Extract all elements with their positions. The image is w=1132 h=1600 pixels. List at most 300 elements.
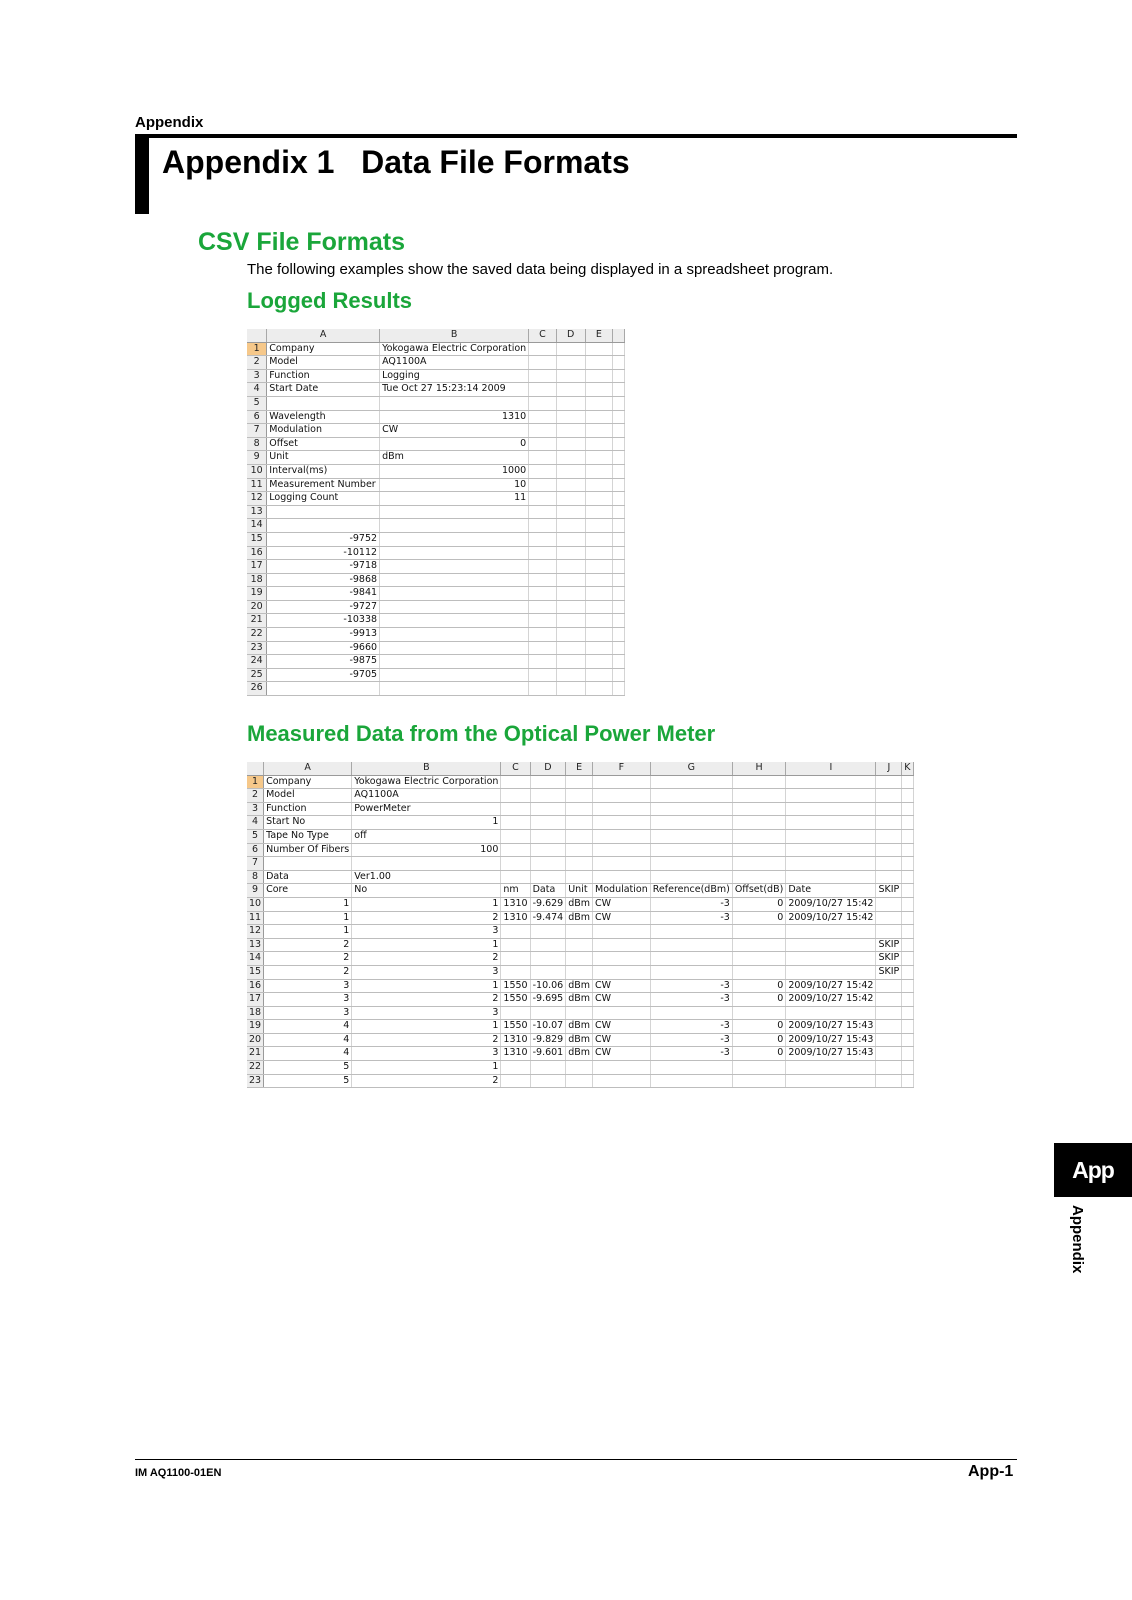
table-cell: 2009/10/27 15:43 (786, 1033, 876, 1047)
table-cell (876, 1074, 902, 1088)
table-cell: 3 (352, 965, 501, 979)
table-cell (902, 829, 913, 843)
table-cell (556, 532, 585, 546)
table-cell: 3 (264, 1006, 352, 1020)
table-cell (613, 464, 625, 478)
table-cell (593, 843, 651, 857)
table-cell (786, 965, 876, 979)
table-cell (732, 857, 786, 871)
table-cell (529, 383, 556, 397)
table-cell (380, 587, 529, 601)
table-cell (556, 356, 585, 370)
table-cell: dBm (566, 897, 593, 911)
table-cell (566, 789, 593, 803)
table-cell: 2009/10/27 15:42 (786, 993, 876, 1007)
table-cell (593, 816, 651, 830)
table-cell (786, 843, 876, 857)
table-cell: dBm (566, 911, 593, 925)
table-cell (566, 1061, 593, 1075)
table-cell: 1310 (501, 897, 530, 911)
table-cell (380, 668, 529, 682)
table-cell: 0 (732, 911, 786, 925)
column-header: B (380, 329, 529, 342)
table-cell: -9660 (267, 641, 380, 655)
table-cell (529, 682, 556, 696)
table-cell (902, 1047, 913, 1061)
table-cell: PowerMeter (352, 802, 501, 816)
table-cell (650, 816, 732, 830)
table-row (247, 492, 625, 506)
table-cell (501, 857, 530, 871)
table-row (247, 614, 625, 628)
table-cell (613, 560, 625, 574)
table-cell (585, 519, 612, 533)
table-row (247, 884, 913, 898)
table-cell (529, 573, 556, 587)
table-cell: Tape No Type (264, 829, 352, 843)
table-row (247, 965, 913, 979)
table-cell (501, 775, 530, 789)
column-header: I (786, 762, 876, 775)
document-id: IM AQ1100-01EN (135, 1467, 222, 1479)
table-cell (530, 843, 566, 857)
table-cell (593, 938, 651, 952)
table-cell (380, 600, 529, 614)
header-rule (135, 134, 1017, 138)
table-cell: Date (786, 884, 876, 898)
row-number: 11 (247, 478, 267, 492)
table-row (247, 1006, 913, 1020)
table-cell: -9.601 (530, 1047, 566, 1061)
table-cell (902, 938, 913, 952)
column-header: E (585, 329, 612, 342)
column-header: A (264, 762, 352, 775)
table-cell: 2009/10/27 15:42 (786, 979, 876, 993)
table-cell (732, 816, 786, 830)
table-cell (380, 560, 529, 574)
table-cell: -3 (650, 1033, 732, 1047)
table-row (247, 560, 625, 574)
table-cell (585, 505, 612, 519)
table-cell (732, 925, 786, 939)
table-cell (732, 1006, 786, 1020)
table-row (247, 573, 625, 587)
table-row (247, 802, 913, 816)
table-row (247, 979, 913, 993)
table-row (247, 437, 625, 451)
table-cell: Offset (267, 437, 380, 451)
row-number: 5 (247, 396, 267, 410)
row-number: 11 (247, 911, 264, 925)
table-cell: 1 (352, 1061, 501, 1075)
table-cell (529, 587, 556, 601)
table-cell (650, 870, 732, 884)
table-row (247, 897, 913, 911)
table-cell: CW (593, 1047, 651, 1061)
table-cell (556, 451, 585, 465)
row-number: 3 (247, 802, 264, 816)
table-cell: CW (593, 897, 651, 911)
table-row (247, 641, 625, 655)
table-cell (593, 925, 651, 939)
row-number: 22 (247, 628, 267, 642)
table-cell (556, 573, 585, 587)
table-cell: 5 (264, 1061, 352, 1075)
table-cell (613, 437, 625, 451)
table-cell (902, 843, 913, 857)
column-header: E (566, 762, 593, 775)
table-cell (566, 829, 593, 843)
table-cell (876, 789, 902, 803)
table-cell (556, 369, 585, 383)
row-number: 23 (247, 1074, 264, 1088)
row-number: 1 (247, 342, 267, 356)
table-cell (876, 1047, 902, 1061)
table-cell (876, 911, 902, 925)
table-cell (556, 383, 585, 397)
table-cell (732, 952, 786, 966)
row-number: 21 (247, 614, 267, 628)
table-cell: -9727 (267, 600, 380, 614)
row-number: 3 (247, 369, 267, 383)
table-cell (613, 342, 625, 356)
table-cell (613, 492, 625, 506)
table-cell (613, 614, 625, 628)
table-cell (902, 789, 913, 803)
table-cell (650, 775, 732, 789)
column-header: G (650, 762, 732, 775)
table-cell (556, 614, 585, 628)
table-cell (876, 843, 902, 857)
table-cell (556, 668, 585, 682)
table-row (247, 952, 913, 966)
table-cell (593, 802, 651, 816)
table-cell (902, 897, 913, 911)
table-cell (556, 437, 585, 451)
table-row (247, 1061, 913, 1075)
table-cell (501, 1074, 530, 1088)
table-cell (613, 396, 625, 410)
table-cell (585, 546, 612, 560)
table-cell: 1310 (501, 911, 530, 925)
table-cell (613, 505, 625, 519)
table-row (247, 668, 625, 682)
table-cell (556, 410, 585, 424)
table-cell (380, 519, 529, 533)
table-cell: Logging Count (267, 492, 380, 506)
table-cell (501, 965, 530, 979)
table-cell (585, 369, 612, 383)
table-cell (902, 952, 913, 966)
table-cell (593, 789, 651, 803)
row-number: 26 (247, 682, 267, 696)
table-cell: -9875 (267, 655, 380, 669)
table-row (247, 464, 625, 478)
table-cell (902, 802, 913, 816)
table-cell (876, 979, 902, 993)
table-cell: 4 (264, 1020, 352, 1034)
row-number: 19 (247, 587, 267, 601)
table-cell: 3 (264, 993, 352, 1007)
table-cell: 2 (352, 1074, 501, 1088)
table-cell: 1000 (380, 464, 529, 478)
table-cell (732, 965, 786, 979)
table-cell (530, 802, 566, 816)
table-cell: off (352, 829, 501, 843)
table-cell: 3 (352, 1006, 501, 1020)
table-cell (501, 843, 530, 857)
table-cell (529, 410, 556, 424)
table-cell (876, 1006, 902, 1020)
column-header: D (556, 329, 585, 342)
table-cell: Function (267, 369, 380, 383)
table-cell: 3 (352, 925, 501, 939)
table-cell (902, 1074, 913, 1088)
table-cell (786, 775, 876, 789)
table-cell (650, 952, 732, 966)
table-row (247, 682, 625, 696)
table-cell (530, 1006, 566, 1020)
table-cell (786, 1061, 876, 1075)
table-cell (585, 668, 612, 682)
spreadsheet-logged-results (247, 329, 625, 695)
column-header-row (247, 329, 625, 342)
table-cell (380, 682, 529, 696)
corner-cell (247, 762, 264, 775)
table-cell (530, 816, 566, 830)
row-number: 15 (247, 532, 267, 546)
table-cell (529, 478, 556, 492)
column-header: H (732, 762, 786, 775)
spreadsheet-power-meter (247, 762, 911, 1086)
column-header: F (593, 762, 651, 775)
table-cell (556, 600, 585, 614)
row-number: 8 (247, 437, 267, 451)
table-cell: CW (593, 1033, 651, 1047)
table-cell: -9.474 (530, 911, 566, 925)
table-cell (876, 870, 902, 884)
table-cell (380, 628, 529, 642)
table-cell (786, 870, 876, 884)
table-cell: -9913 (267, 628, 380, 642)
table-cell: Yokogawa Electric Corporation (380, 342, 529, 356)
table-cell (613, 519, 625, 533)
table-cell (380, 505, 529, 519)
table-cell (902, 870, 913, 884)
table-cell (650, 789, 732, 803)
table-cell (613, 600, 625, 614)
table-row (247, 628, 625, 642)
table-cell: -3 (650, 979, 732, 993)
table-cell (902, 816, 913, 830)
table-cell: CW (593, 979, 651, 993)
table-cell: 2009/10/27 15:42 (786, 911, 876, 925)
row-number: 18 (247, 1006, 264, 1020)
table-cell (613, 424, 625, 438)
table-cell (902, 1033, 913, 1047)
table-row (247, 587, 625, 601)
table-cell (593, 829, 651, 843)
table-cell (613, 628, 625, 642)
table-row (247, 775, 913, 789)
table-cell: Data (530, 884, 566, 898)
table-cell: 1550 (501, 1020, 530, 1034)
table-cell (529, 464, 556, 478)
table-cell: 1550 (501, 993, 530, 1007)
table-cell (585, 451, 612, 465)
table-cell: 1310 (501, 1033, 530, 1047)
table-row (247, 816, 913, 830)
row-number: 7 (247, 857, 264, 871)
subheading-power-meter: Measured Data from the Optical Power Meter (247, 721, 716, 746)
table-cell (530, 857, 566, 871)
table-cell (786, 1074, 876, 1088)
table-cell (585, 628, 612, 642)
table-cell (902, 1006, 913, 1020)
table-cell (650, 829, 732, 843)
table-cell (529, 614, 556, 628)
table-cell: 0 (732, 1047, 786, 1061)
table-row (247, 925, 913, 939)
table-cell: Start No (264, 816, 352, 830)
table-cell (732, 938, 786, 952)
table-cell: 0 (732, 993, 786, 1007)
table-cell (585, 342, 612, 356)
table-cell (556, 505, 585, 519)
table-cell (380, 546, 529, 560)
table-cell: 2009/10/27 15:43 (786, 1020, 876, 1034)
table-row (247, 410, 625, 424)
table-cell: 3 (352, 1047, 501, 1061)
table-cell: -3 (650, 993, 732, 1007)
column-header: K (902, 762, 913, 775)
table-cell (529, 424, 556, 438)
table-cell (530, 925, 566, 939)
row-number: 9 (247, 884, 264, 898)
table-cell (529, 437, 556, 451)
row-number: 16 (247, 979, 264, 993)
table-cell (529, 519, 556, 533)
table-cell: Measurement Number (267, 478, 380, 492)
table-cell (530, 965, 566, 979)
table-cell: -10.06 (530, 979, 566, 993)
table-row (247, 478, 625, 492)
table-cell: 4 (264, 1047, 352, 1061)
table-cell (566, 775, 593, 789)
table-cell (530, 775, 566, 789)
table-cell: 0 (380, 437, 529, 451)
table-cell (380, 532, 529, 546)
row-number: 24 (247, 655, 267, 669)
table-cell: Modulation (267, 424, 380, 438)
table-row (247, 938, 913, 952)
row-number: 6 (247, 410, 267, 424)
table-cell (902, 965, 913, 979)
subheading-logged-results: Logged Results (247, 288, 413, 313)
table-cell: -3 (650, 911, 732, 925)
page-number: App-1 (968, 1463, 1014, 1480)
table-row (247, 789, 913, 803)
table-cell: 0 (732, 1033, 786, 1047)
table-row (247, 546, 625, 560)
app-tab: App (1054, 1143, 1132, 1197)
table-cell: 2 (352, 952, 501, 966)
column-header: J (876, 762, 902, 775)
table-cell (530, 829, 566, 843)
table-cell (876, 775, 902, 789)
table-cell: 2 (352, 993, 501, 1007)
table-cell (267, 505, 380, 519)
table-cell (876, 829, 902, 843)
table-cell (786, 1006, 876, 1020)
row-number: 2 (247, 789, 264, 803)
table-cell (529, 628, 556, 642)
table-cell: 5 (264, 1074, 352, 1088)
table-cell (786, 952, 876, 966)
table-cell (529, 560, 556, 574)
row-number: 4 (247, 816, 264, 830)
table-cell (902, 911, 913, 925)
table-cell (501, 829, 530, 843)
table-cell (566, 925, 593, 939)
row-number: 12 (247, 492, 267, 506)
table-row (247, 843, 913, 857)
table-cell (530, 870, 566, 884)
table-cell (732, 870, 786, 884)
table-cell: -3 (650, 897, 732, 911)
table-cell: Yokogawa Electric Corporation (352, 775, 501, 789)
table-cell (556, 682, 585, 696)
table-cell (585, 682, 612, 696)
table-cell (613, 655, 625, 669)
corner-cell (247, 329, 267, 342)
table-cell: Start Date (267, 383, 380, 397)
column-header: C (529, 329, 556, 342)
table-row (247, 451, 625, 465)
row-number: 8 (247, 870, 264, 884)
row-number: 20 (247, 1033, 264, 1047)
table-row (247, 356, 625, 370)
table-cell: 100 (352, 843, 501, 857)
table-cell (501, 816, 530, 830)
table-cell (529, 492, 556, 506)
table-cell: 2 (352, 1033, 501, 1047)
table-cell (529, 396, 556, 410)
table-row (247, 1047, 913, 1061)
table-cell (380, 396, 529, 410)
table-cell: CW (593, 911, 651, 925)
table-cell (529, 655, 556, 669)
table-cell: 1 (352, 979, 501, 993)
table-cell (613, 478, 625, 492)
table-cell (786, 925, 876, 939)
row-number: 10 (247, 897, 264, 911)
table-cell (585, 532, 612, 546)
table-cell (267, 396, 380, 410)
table-cell (876, 816, 902, 830)
table-cell (876, 993, 902, 1007)
table-row (247, 519, 625, 533)
table-row (247, 383, 625, 397)
table-cell: Unit (566, 884, 593, 898)
table-cell (876, 802, 902, 816)
power-meter-table (247, 762, 914, 1088)
table-cell: -9841 (267, 587, 380, 601)
table-row (247, 993, 913, 1007)
table-cell (352, 857, 501, 871)
table-cell (529, 532, 556, 546)
running-head: Appendix (135, 114, 204, 131)
